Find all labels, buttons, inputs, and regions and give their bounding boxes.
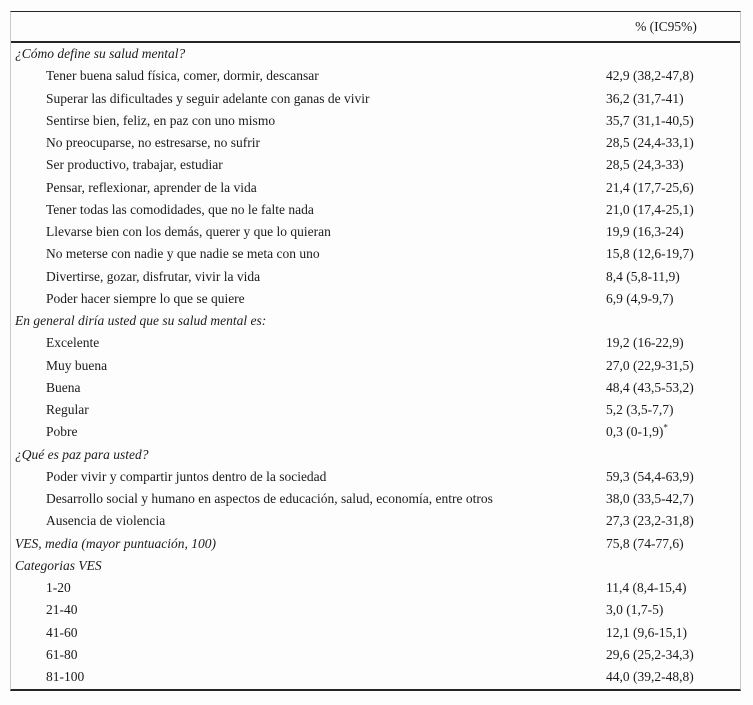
- table-header-row: [11, 12, 740, 43]
- table-row: [11, 421, 740, 443]
- row-value: [606, 577, 740, 599]
- row-value: [606, 221, 740, 243]
- row-value: [606, 132, 740, 154]
- value-text: 19,2 (16-22,9): [606, 335, 684, 351]
- row-value: [606, 599, 740, 621]
- row-label: Desarrollo social y humano en aspectos de educación, salud, economía, entre otros: [46, 491, 493, 506]
- row-label: Buena: [46, 379, 81, 395]
- row-value: [606, 488, 740, 510]
- value-text: 3,0 (1,7-5): [606, 602, 664, 618]
- value-text: 6,9 (4,9-9,7): [606, 290, 674, 306]
- row-value: [606, 199, 740, 221]
- section-row: [11, 310, 740, 332]
- table-row: [11, 243, 740, 265]
- row-label: 61-80: [46, 646, 78, 662]
- row-value: [606, 421, 740, 443]
- table-row: [11, 65, 740, 87]
- value-text: 35,7 (31,1-40,5): [606, 112, 694, 128]
- row-label: 41-60: [46, 624, 78, 640]
- row-value: [606, 243, 740, 265]
- section-title: ¿Qué es paz para usted?: [15, 446, 149, 462]
- table-row: [11, 577, 740, 599]
- row-label: Ser productivo, trabajar, estudiar: [46, 157, 223, 173]
- value-text: 12,1 (9,6-15,1): [606, 624, 687, 640]
- row-label: Pobre: [46, 424, 78, 440]
- value-text: 38,0 (33,5-42,7): [606, 491, 694, 506]
- table-row: [11, 177, 740, 199]
- table-row: [11, 88, 740, 110]
- value-text: 8,4 (5,8-11,9): [606, 268, 680, 284]
- section-row: [11, 555, 740, 577]
- row-label: Sentirse bien, feliz, en paz con uno mismo: [46, 112, 276, 128]
- value-text: 11,4 (8,4-15,4): [606, 580, 687, 595]
- row-value: [606, 622, 740, 644]
- table-row: [11, 622, 740, 644]
- row-value: [606, 510, 740, 532]
- value-text: 27,3 (23,2-31,8): [606, 513, 694, 529]
- table-row: [11, 154, 740, 176]
- section-row: [11, 43, 740, 65]
- section-title: ¿Cómo define su salud mental?: [15, 46, 186, 61]
- value-text: 27,0 (22,9-31,5): [606, 357, 694, 373]
- row-value: [606, 466, 740, 488]
- row-label: Poder hacer siempre lo que se quiere: [46, 290, 245, 306]
- row-label: Divertirse, gozar, disfrutar, vivir la vida: [46, 268, 261, 284]
- value-text: 19,9 (16,3-24): [606, 224, 684, 239]
- row-label: Pensar, reflexionar, aprender de la vida: [46, 179, 257, 195]
- table-row: [11, 266, 740, 288]
- value-text: 59,3 (54,4-63,9): [606, 468, 694, 484]
- table-row: [11, 355, 740, 377]
- row-label: Superar las dificultades y seguir adelante con ganas de vivir: [46, 90, 370, 106]
- footnote-marker: *: [663, 422, 668, 433]
- row-label: Regular: [46, 402, 89, 417]
- value-text: 15,8 (12,6-19,7): [606, 246, 694, 262]
- table-row: [11, 666, 740, 688]
- row-label: 1-20: [46, 580, 71, 595]
- section-title: VES, media (mayor puntuación, 100): [15, 535, 216, 551]
- value-text: 28,5 (24,3-33): [606, 157, 684, 173]
- table-row: [11, 599, 740, 621]
- section-row: [11, 444, 740, 466]
- value-text: 36,2 (31,7-41): [606, 90, 684, 106]
- row-label: Excelente: [46, 335, 100, 351]
- value-text: 0,3 (0-1,9): [606, 424, 664, 440]
- row-label: Ausencia de violencia: [46, 513, 166, 529]
- row-label: Tener buena salud física, comer, dormir, descansar: [46, 68, 319, 84]
- table-row: [11, 288, 740, 310]
- table-row: [11, 199, 740, 221]
- row-label: Poder vivir y compartir juntos dentro de la sociedad: [46, 468, 327, 484]
- value-text: 28,5 (24,4-33,1): [606, 135, 694, 150]
- value-text: 48,4 (43,5-53,2): [606, 379, 694, 395]
- section-title: En general diría usted que su salud mental es:: [15, 313, 267, 328]
- table-row: [11, 399, 740, 421]
- section-value: [606, 533, 740, 555]
- table-row: [11, 110, 740, 132]
- row-label: No meterse con nadie y que nadie se meta con uno: [46, 246, 320, 262]
- row-value: [606, 65, 740, 87]
- value-text: 29,6 (25,2-34,3): [606, 646, 694, 662]
- value-text: 42,9 (38,2-47,8): [606, 68, 694, 84]
- row-value: [606, 154, 740, 176]
- row-value: [606, 332, 740, 354]
- table-row: [11, 488, 740, 510]
- section-title: Categorias VES: [15, 557, 102, 573]
- table-row: [11, 132, 740, 154]
- row-value: [606, 355, 740, 377]
- row-value: [606, 288, 740, 310]
- row-value: [606, 177, 740, 199]
- value-text: 44,0 (39,2-48,8): [606, 669, 694, 684]
- row-value: [606, 88, 740, 110]
- table-row: [11, 377, 740, 399]
- row-value: [606, 666, 740, 688]
- table-row: [11, 466, 740, 488]
- row-label: Llevarse bien con los demás, querer y que lo quieran: [46, 224, 331, 239]
- row-value: [606, 377, 740, 399]
- row-value: [606, 399, 740, 421]
- table-row: [11, 332, 740, 354]
- row-label: 21-40: [46, 602, 78, 618]
- row-label: 81-100: [46, 669, 85, 684]
- results-table: [10, 11, 741, 691]
- value-text: 5,2 (3,5-7,7): [606, 402, 674, 417]
- value-text: 21,4 (17,7-25,6): [606, 179, 694, 195]
- table-row: [11, 221, 740, 243]
- row-value: [606, 266, 740, 288]
- table-row: [11, 644, 740, 666]
- row-label: No preocuparse, no estresarse, no sufrir: [46, 135, 261, 150]
- row-value: [606, 644, 740, 666]
- row-value: [606, 110, 740, 132]
- column-header-percent-ci: % (IC95%): [635, 18, 697, 34]
- table-row: [11, 510, 740, 532]
- value-text: 75,8 (74-77,6): [606, 535, 684, 551]
- table-body: [11, 43, 740, 689]
- row-label: Tener todas las comodidades, que no le falte nada: [46, 201, 314, 217]
- section-row: [11, 533, 740, 555]
- row-label: Muy buena: [46, 357, 108, 373]
- value-text: 21,0 (17,4-25,1): [606, 201, 694, 217]
